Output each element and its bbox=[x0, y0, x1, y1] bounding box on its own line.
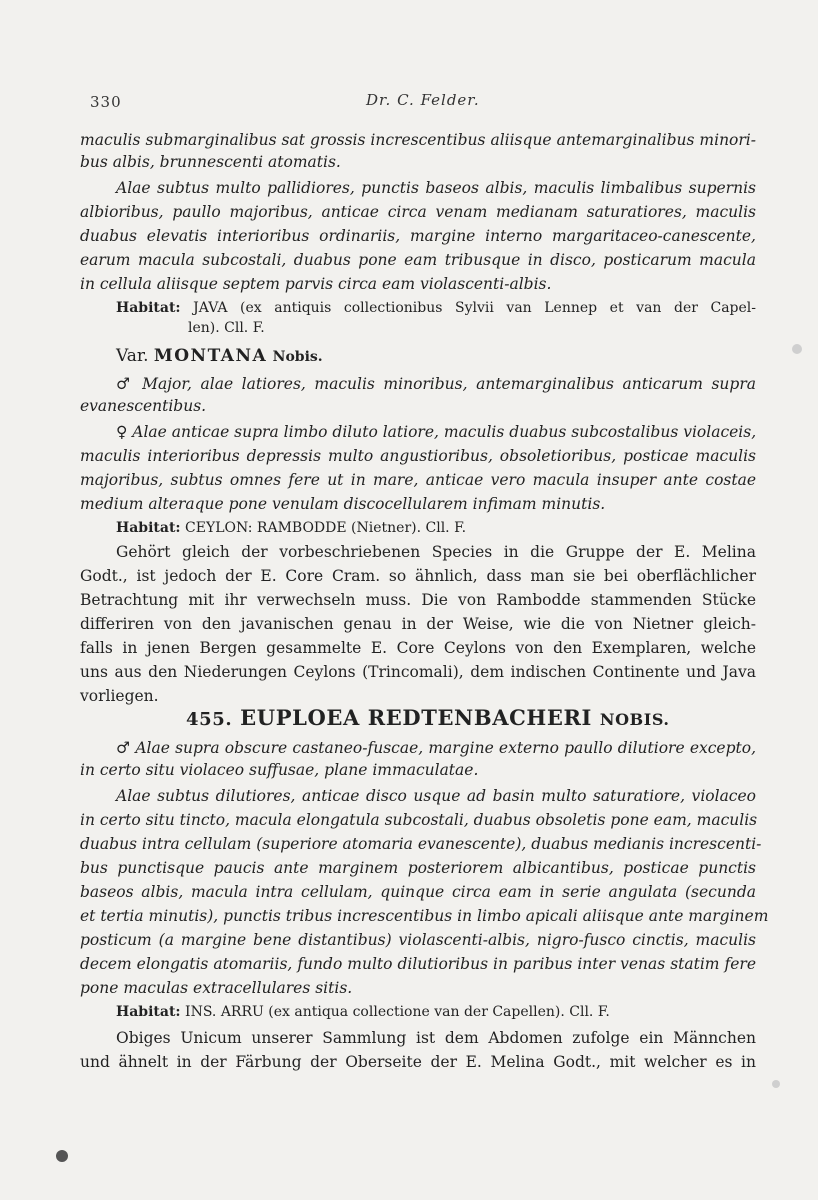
text-line: in cellula aliisque septem parvis circa eam violascenti-albis. bbox=[80, 275, 552, 293]
text-line: Godt., ist jedoch der E. Core Cram. so ähnlich, dass man sie bei oberflächlicher bbox=[80, 567, 756, 585]
habitat-label: Habitat: bbox=[116, 300, 181, 316]
species-heading bbox=[186, 705, 670, 730]
text-line: in certo situ tincto, macula elongatula subcostali, duabus obsoletis pone eam, maculis bbox=[80, 811, 758, 829]
text-line: et tertia minutis), punctis tribus increscentibus in limbo apicali aliisque ante marginem bbox=[80, 907, 769, 925]
text-line: majoribus, subtus omnes fere ut in mare, anticae vero macula insuper ante costae bbox=[80, 471, 756, 489]
ink-blot bbox=[56, 1150, 68, 1162]
species-number: 455. bbox=[186, 709, 233, 730]
variety-name: MONTANA bbox=[153, 346, 268, 366]
text-line: ♀ Alae anticae supra limbo diluto latiore, maculis duabus subcostalibus violaceis, bbox=[116, 423, 757, 441]
text-line: und ähnelt in der Färbung der Oberseite der E. Melina Godt., mit welcher es in bbox=[80, 1053, 756, 1071]
text-line: pone maculas extracellulares sitis. bbox=[80, 979, 353, 997]
habitat-line bbox=[116, 298, 756, 318]
text-line: albioribus, paullo majoribus, anticae circa venam medianam saturatiores, maculis bbox=[80, 203, 756, 221]
running-title: Dr. C. Felder. bbox=[366, 91, 480, 109]
text-line: differiren von den javanischen genau in der Weise, wie die von Nietner gleich- bbox=[80, 615, 756, 633]
text-line: posticum (a margine bene distantibus) violascenti-albis, nigro-fusco cinctis, maculis bbox=[80, 931, 756, 949]
text-line: ♂ Alae supra obscure castaneo-fuscae, margine externo paullo dilutiore excepto, bbox=[116, 739, 756, 757]
text-line: Betrachtung mit ihr verwechseln muss. Die von Rambodde stammenden Stücke bbox=[80, 591, 756, 609]
habitat-text: CEYLON: RAMBODDE (Nietner). Cll. F. bbox=[185, 520, 467, 536]
text-line: duabus intra cellulam (superiore atomaria evanescente), duabus medianis increscenti- bbox=[80, 835, 762, 853]
text-line: bus punctisque paucis ante marginem posteriorem albicantibus, posticae punctis bbox=[80, 859, 756, 877]
text-line: Gehört gleich der vorbeschriebenen Species in die Gruppe der E. Melina bbox=[116, 543, 756, 561]
text-line: decem elongatis atomariis, fundo multo dilutioribus in paribus inter venas statim fere bbox=[80, 955, 756, 973]
text-line: baseos albis, macula intra cellulam, quinque circa eam in serie angulata (secunda bbox=[80, 883, 756, 901]
text-line: Alae subtus dilutiores, anticae disco usque ad basin multo saturatiore, violaceo bbox=[116, 787, 756, 805]
text-line: maculis interioribus depressis multo angustioribus, obsoletioribus, posticae maculis bbox=[80, 447, 756, 465]
habitat-line bbox=[116, 1002, 610, 1022]
text-line: Alae subtus multo pallidiores, punctis baseos albis, maculis limbalibus supernis bbox=[116, 179, 756, 197]
text-line: earum macula subcostali, duabus pone eam tribusque in disco, posticarum macula bbox=[80, 251, 756, 269]
habitat-text: JAVA (ex antiquis collectionibus Sylvii van Lennep et van der Capel- bbox=[193, 300, 757, 316]
species-author: NOBIS. bbox=[599, 710, 670, 729]
text-line: in certo situ violaceo suffusae, plane immaculatae. bbox=[80, 761, 479, 779]
text-line: medium alteraque pone venulam discocellularem infimam minutis. bbox=[80, 495, 606, 513]
habitat-line bbox=[116, 518, 466, 538]
habitat-text: INS. ARRU (ex antiqua collectione van der Capellen). Cll. F. bbox=[185, 1004, 610, 1020]
text-line: ♂ Major, alae latiores, maculis minoribus, antemarginalibus anticarum supra bbox=[116, 375, 756, 393]
variety-prefix: Var. bbox=[116, 346, 149, 366]
text-line: uns aus den Niederungen Ceylons (Trincomali), dem indischen Continente und Java bbox=[80, 663, 756, 681]
variety-author: Nobis. bbox=[272, 349, 323, 365]
paper-spot bbox=[792, 344, 802, 354]
species-name: EUPLOEA REDTENBACHERI bbox=[240, 705, 592, 730]
habitat-label: Habitat: bbox=[116, 520, 181, 536]
variety-heading bbox=[116, 346, 323, 367]
text-line: Obiges Unicum unserer Sammlung ist dem Abdomen zufolge ein Männchen bbox=[116, 1029, 756, 1047]
page-number: 330 bbox=[90, 93, 122, 111]
text-line: falls in jenen Bergen gesammelte E. Core Ceylons von den Exemplaren, welche bbox=[80, 639, 756, 657]
text-line: bus albis, brunnescenti atomatis. bbox=[80, 153, 341, 171]
paper-spot bbox=[772, 1080, 780, 1088]
habitat-label: Habitat: bbox=[116, 1004, 181, 1020]
text-line: evanescentibus. bbox=[80, 397, 207, 415]
text-line: maculis submarginalibus sat grossis increscentibus aliisque antemarginalibus minori- bbox=[80, 131, 756, 149]
text-line: len). Cll. F. bbox=[188, 320, 265, 336]
text-line: vorliegen. bbox=[80, 687, 159, 705]
text-line: duabus elevatis interioribus ordinariis, margine interno margaritaceo-canescente, bbox=[80, 227, 756, 245]
